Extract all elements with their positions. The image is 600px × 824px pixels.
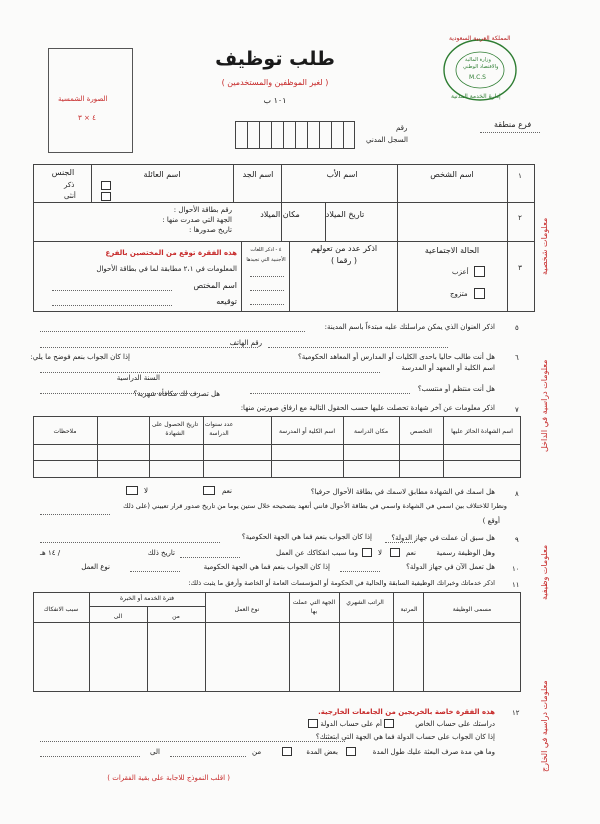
photo-size: ٤ × ٣ — [78, 114, 96, 122]
q9-text: هل سبق أن عملت في جهاز الدولة؟ — [391, 534, 495, 542]
married-checkbox[interactable] — [474, 288, 485, 299]
label-dependents-hint: ( رقما ) — [330, 256, 358, 265]
education-table — [33, 416, 521, 478]
edu-col-place: مكان الدراسة — [353, 428, 389, 435]
q12-part-duration-checkbox[interactable] — [282, 747, 292, 756]
q9-no: لا — [378, 549, 382, 557]
exp-col-to: الى — [113, 613, 123, 620]
exp-col-from: من — [172, 613, 180, 620]
exp-col-entity: الجهة التي عملت بها — [292, 599, 336, 615]
q8-no-checkbox[interactable] — [126, 486, 138, 495]
q9-year-suffix: / ١٤ هـ — [40, 549, 61, 557]
label-id-no: رقم بطاقة الأحوال : — [173, 206, 232, 214]
logo-line-2: والاقتصاد الوطني — [463, 64, 499, 70]
q8-yes-checkbox[interactable] — [203, 486, 215, 495]
q9-number: ٩ — [515, 536, 519, 544]
male-checkbox[interactable] — [101, 181, 111, 190]
q11-text: اذكر خدماتك وخبراتك الوظيفية السابقة والحالية في الحكومة أو المؤسسات العامة أو الخاصة وأرفق ما يثبت ذلك: — [188, 579, 495, 587]
q9-date: تاريخ ذلك — [147, 549, 175, 557]
single-checkbox[interactable] — [474, 266, 485, 277]
civil-registry-label: السجل المدني — [366, 136, 408, 144]
label-id-date: تاريخ صدورها : — [189, 226, 232, 234]
label-languages-2: الأجنبية التي تجيدها — [246, 257, 286, 263]
label-birth-place: مكان الميلاد — [260, 210, 300, 219]
label-languages-1: ٤ - اذكر اللغات — [250, 247, 282, 253]
q9-official-job: وهل الوظيفة رسمية — [436, 549, 495, 557]
edu-col-major: التخصص — [410, 428, 432, 435]
q6-number: ٦ — [515, 354, 519, 362]
q8-yes: نعم — [222, 487, 232, 495]
q10-work-type: نوع العمل — [81, 563, 110, 571]
logo-arc-text: المملكة العربية السعودية — [449, 35, 511, 42]
specialist-signature: توقيعه — [216, 297, 237, 306]
row2-number: ٢ — [518, 214, 522, 222]
specialist-note: هذه الفقرة توقع من المختصين بالفرع — [105, 249, 237, 257]
label-single: أعزب — [452, 268, 469, 276]
q12-from: من — [252, 748, 262, 756]
label-family-name: اسم العائلة — [143, 170, 181, 179]
female-checkbox[interactable] — [101, 192, 111, 201]
q9-if-yes-entity: إذا كان الجواب بنعم فما هي الجهة الحكومية؟ — [241, 533, 372, 541]
q9-yes: نعم — [406, 549, 416, 557]
side-label-study-inside: معلومات دراسية في الداخل — [540, 360, 549, 453]
exp-col-job-title: مسمى الوظيفة — [452, 606, 492, 613]
q5-number: ٥ — [515, 324, 519, 332]
label-gender: الجنس — [51, 168, 75, 177]
q12-to: الى — [150, 748, 160, 756]
exp-col-salary: الراتب الشهري — [346, 599, 384, 606]
q7-number: ٧ — [515, 406, 519, 414]
side-label-study-abroad: معلومات دراسية في الخارج — [540, 680, 549, 772]
form-title: طلب توظيف — [215, 48, 335, 70]
q7-text: اذكر معلومات عن آخر شهادة تحصلت عليها حسب الحقول التالية مع ارفاق صورتين منها: — [240, 404, 495, 412]
q6-regular: هل أنت منتظم أو منتسب؟ — [417, 385, 495, 393]
branch-label: فرع منطقة — [494, 120, 532, 129]
row1-number: ١ — [518, 172, 522, 180]
q5-text: اذكر العنوان الذي يمكن مراسلتك عليه مبتدءاً باسم المدينة: — [324, 323, 495, 331]
edu-col-date: تاريخ الحصول على الشهادة — [151, 421, 199, 437]
label-id-issuer: الجهة التي صدرت منها : — [162, 216, 232, 224]
q10-entity: إذا كان الجواب بنعم فما هي الجهة الحكومية — [203, 563, 330, 571]
logo-code: M.C.S — [469, 74, 486, 81]
civil-registry-boxes[interactable] — [235, 121, 355, 149]
q9-no-checkbox[interactable] — [362, 548, 372, 557]
q6-college: اسم الكلية أو المعهد أو المدرسة — [401, 364, 495, 372]
q6-if-yes: إذا كان الجواب بنعم فوضح ما يلي: — [30, 353, 130, 361]
logo-bottom-text: إدارة الخدمة المدنية — [451, 93, 501, 100]
q12-study-type: دراستك على حساب الخاص — [415, 720, 495, 728]
specialist-name: اسم المختص — [193, 281, 237, 290]
exp-col-work-type: نوع العمل — [234, 606, 260, 613]
label-male: ذكر — [64, 181, 75, 189]
footer-note: ( اقلب النموذج للاجابة على بقية الفقرات ) — [107, 774, 230, 782]
label-dependents: اذكر عدد من تعولهم — [310, 244, 378, 253]
number-label: رقم — [396, 124, 408, 132]
form-subtitle: ( لغير الموظفين والمستخدمين ) — [221, 78, 329, 87]
q6-year: السنة الدراسية — [116, 374, 160, 382]
logo-line-1: وزارة المالية — [465, 57, 491, 63]
label-grandfather-name: اسم الجد — [242, 170, 274, 179]
q11-number: ١١ — [512, 581, 520, 589]
q12-note: هذه الفقرة خاصة بالخريجين من الجامعات الخارجية. — [318, 708, 495, 716]
q10-number: ١٠ — [512, 565, 520, 573]
q12-state-checkbox[interactable] — [308, 719, 318, 728]
q8-pledge-1: ونظرا للاختلاف بين اسمي في الشهادة واسمي في بطاقة الأحوال فانني أتعهد بتصحيحه خلال ستين يوما من تاريخ صدور قرار تعييني (على ذلك — [123, 502, 507, 510]
q12-part-duration: بعض المدة — [306, 748, 338, 756]
exp-col-leave-reason: سبب الانفكاك — [43, 606, 79, 613]
q6-stipend: هل تصرف لك مكافأة شهرية؟ — [133, 390, 220, 398]
form-code: ١٠١ ب — [263, 96, 287, 105]
q6-text: هل أنت طالب حاليا باحدى الكليات أو المدارس أو المعاهد الحكومية؟ — [298, 353, 495, 361]
edu-col-college: اسم الكلية أو المدرسة — [278, 428, 336, 435]
q5-phone: رقم الهاتف — [229, 339, 262, 347]
q8-no: لا — [144, 487, 148, 495]
edu-col-certificate: اسم الشهادة الحائز عليها — [451, 428, 513, 435]
row3-number: ٣ — [518, 264, 522, 272]
label-marital-status: الحالة الاجتماعية — [424, 246, 480, 255]
specialist-check: المعلومات في ٢،١ مطابقة لما في بطاقة الأحوال — [96, 265, 237, 273]
side-label-personal: معلومات شخصية — [540, 218, 549, 276]
edu-col-notes: ملاحظات — [53, 428, 77, 435]
label-father-name: اسم الأب — [326, 170, 358, 179]
q8-number: ٨ — [515, 490, 519, 498]
q8-pledge-2: أوقع ) — [482, 517, 500, 525]
q12-number: ١٢ — [512, 709, 520, 717]
q9-leave-reason: وما سبب انفكاكك عن العمل — [276, 549, 358, 557]
exp-col-period: فترة الخدمة أو الخبرة — [120, 595, 174, 602]
q12-full-duration-checkbox[interactable] — [346, 747, 356, 756]
side-label-job: معلومات وظيفية — [540, 545, 549, 601]
ministry-logo — [441, 32, 519, 104]
label-birth-date: تاريخ الميلاد — [325, 210, 365, 219]
label-female: أنثى — [64, 192, 76, 200]
q12-state-account: أم على حساب الدولة — [320, 720, 382, 728]
q12-entity: إذا كان الجواب على حساب الدولة فما هي الجهة التي ابتعثتك؟ — [315, 733, 495, 741]
q10-text: هل تعمل الآن في جهاز الدولة؟ — [406, 563, 495, 571]
label-person-name: اسم الشخص — [430, 170, 474, 179]
exp-col-grade: المرتبة — [400, 606, 418, 613]
photo-label: الصورة الشمسية — [58, 95, 108, 103]
q12-private-checkbox[interactable] — [384, 719, 394, 728]
label-married: متزوج — [450, 290, 468, 298]
q8-text: هل اسمك في الشهادة مطابق لاسمك في بطاقة الأحوال حرفيا؟ — [310, 488, 495, 496]
edu-col-years: عدد سنوات الدراسة — [204, 421, 234, 437]
q12-duration: وما هي مدة صرف البعثة عليك طول المدة — [372, 748, 495, 756]
q9-yes-checkbox[interactable] — [390, 548, 400, 557]
